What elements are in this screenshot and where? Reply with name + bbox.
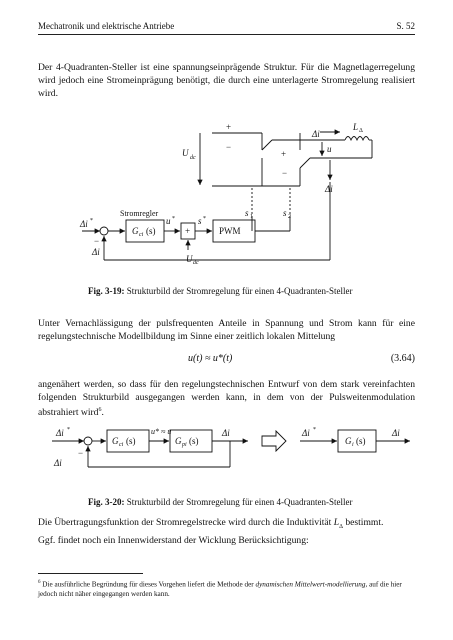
fig2-label-delta-i-star-sup: * — [67, 427, 70, 433]
label-s-star: s — [198, 216, 202, 226]
fig2-label-gi-arg: (s) — [356, 436, 366, 446]
footnote-rule — [38, 573, 143, 574]
paragraph-transfer-function-text: Die Übertragungsfunktion der Stromregelstrecke wird durch die Induktivität — [38, 517, 332, 528]
paragraph-transfer-function-line2: Ggf. findet noch ein Innenwiderstand der Wicklung Berücksichtigung: — [38, 535, 309, 547]
fig2-label-u-approx: u* ≈ u — [151, 427, 172, 436]
fig2-label-minus: − — [78, 448, 84, 458]
label-minus-feedback: − — [94, 236, 100, 246]
label-minus-mid: − — [282, 168, 288, 178]
label-udc-bottom-sub: dc — [193, 260, 199, 266]
label-inductance-sub: Δ — [359, 128, 363, 134]
figure-3-19-diagram — [0, 110, 453, 290]
label-s1: s — [245, 208, 249, 218]
figure-3-19-label: Fig. 3-19: — [88, 286, 125, 296]
figure-3-19-caption-text: Strukturbild der Stromregelung für einen 4-Quadranten-Steller — [126, 286, 353, 296]
figure-3-20-caption — [88, 497, 352, 507]
label-udc: U — [182, 148, 189, 158]
fig2-label-gi-sub: i — [352, 442, 354, 448]
inductance-symbol-sub: Δ — [339, 523, 343, 530]
label-u-star-sup: * — [172, 216, 175, 222]
label-delta-i-feedback: Δi — [92, 247, 100, 257]
fig2-label-gi: G — [345, 436, 352, 446]
label-plus-block: + — [185, 226, 191, 236]
header-rule — [38, 34, 415, 35]
figure-3-20-caption-text: Strukturbild der Stromregelung für einen 4-Quadranten-Steller — [126, 497, 353, 507]
equation-3-64: u(t) ≈ u*(t) — [188, 353, 233, 364]
fig2-label-delta-i-star-2-sup: * — [313, 427, 316, 433]
fig2-label-gpi-arg: (s) — [189, 436, 199, 446]
fig2-label-delta-i-feedback: Δi — [54, 458, 62, 468]
footnote-italic-term: dynamischen Mittelwert-modellierung — [255, 580, 366, 589]
paragraph-transfer-function-after: bestimmt. — [345, 517, 384, 528]
label-delta-i-star-sup: * — [90, 218, 93, 224]
label-gci-arg: (s) — [146, 226, 156, 236]
label-s2-sub: 2 — [288, 214, 291, 220]
label-delta-i-star: Δi — [80, 219, 88, 229]
label-gci-sub: ci — [139, 232, 144, 238]
paragraph-model: Unter Vernachlässigung der pulsfrequenten Anteile in Spannung und Strom kann für eine regelungstechnische Modellbildung im Sinne einer zeitlich lokalen Mittelung — [38, 318, 415, 343]
fig2-label-gpi: G — [175, 436, 182, 446]
inductance-symbol: L — [333, 517, 340, 528]
footnote-number: 6 — [38, 580, 41, 585]
paragraph-abstraction — [38, 378, 415, 420]
label-udc-bottom: U — [186, 254, 193, 264]
label-plus-top: + — [226, 122, 232, 132]
paragraph-abstraction-text: angenähert werden, so dass für den regelungstechnischen Entwurf von dem stark vereinfachten folgenden Strukturbild ausgegangen werden kann, in dem von der Pulsweitenmodulation abstrahiert wird — [38, 379, 415, 419]
label-u: u — [327, 144, 332, 154]
page-number: S. 52 — [396, 21, 415, 31]
label-minus-top: − — [226, 142, 232, 152]
label-stromregler: Stromregler — [120, 209, 159, 218]
label-delta-i-right: Δi — [325, 184, 333, 194]
footnote-ref[interactable]: 6 — [98, 407, 102, 414]
fig2-label-gci-sub: ci — [119, 442, 124, 448]
label-s-star-sup: * — [203, 216, 206, 222]
paragraph-transfer-function — [38, 516, 415, 547]
figure-3-20-label: Fig. 3-20: — [88, 497, 125, 507]
fig2-label-delta-i-out-2: Δi — [392, 428, 400, 438]
label-pwm: PWM — [219, 226, 241, 236]
label-s2: s — [283, 208, 287, 218]
fig2-label-delta-i-star: Δi — [56, 428, 64, 438]
fig2-label-gci: G — [112, 436, 119, 446]
footnote-text-end: , auf die hier jedoch nicht näher eingegangen werden kann. — [38, 580, 402, 599]
label-delta-i-top: Δi — [312, 129, 320, 139]
fig2-label-delta-i-out: Δi — [222, 428, 230, 438]
label-udc-sub: dc — [190, 155, 196, 161]
fig2-label-gpi-sub: pi — [182, 442, 187, 448]
footnote-text: Die ausführliche Begründung für dieses Vorgehen liefert die Methode der — [42, 580, 254, 589]
label-u-star: u — [166, 216, 171, 226]
fig2-label-delta-i-star-2: Δi — [302, 428, 310, 438]
footnote — [38, 578, 415, 599]
equation-number: (3.64) — [390, 353, 415, 364]
figure-3-19-caption — [88, 286, 352, 296]
label-gci: G — [132, 226, 139, 236]
paragraph-intro: Der 4-Quadranten-Steller ist eine spannungseinprägende Struktur. Für die Magnetlagerregelung wird jedoch eine Stromeinprägung benötigt, die durch eine unterlagerte Stromregelung realisiert wird. — [38, 62, 415, 100]
label-plus-mid: + — [281, 149, 287, 159]
figure-3-20-diagram — [0, 420, 453, 485]
label-inductance: L — [353, 122, 359, 132]
paragraph-abstraction-end: . — [101, 407, 104, 419]
running-header-title: Mechatronik und elektrische Antriebe — [38, 21, 175, 31]
fig2-label-gci-arg: (s) — [126, 436, 136, 446]
label-s1-sub: 1 — [250, 214, 253, 220]
